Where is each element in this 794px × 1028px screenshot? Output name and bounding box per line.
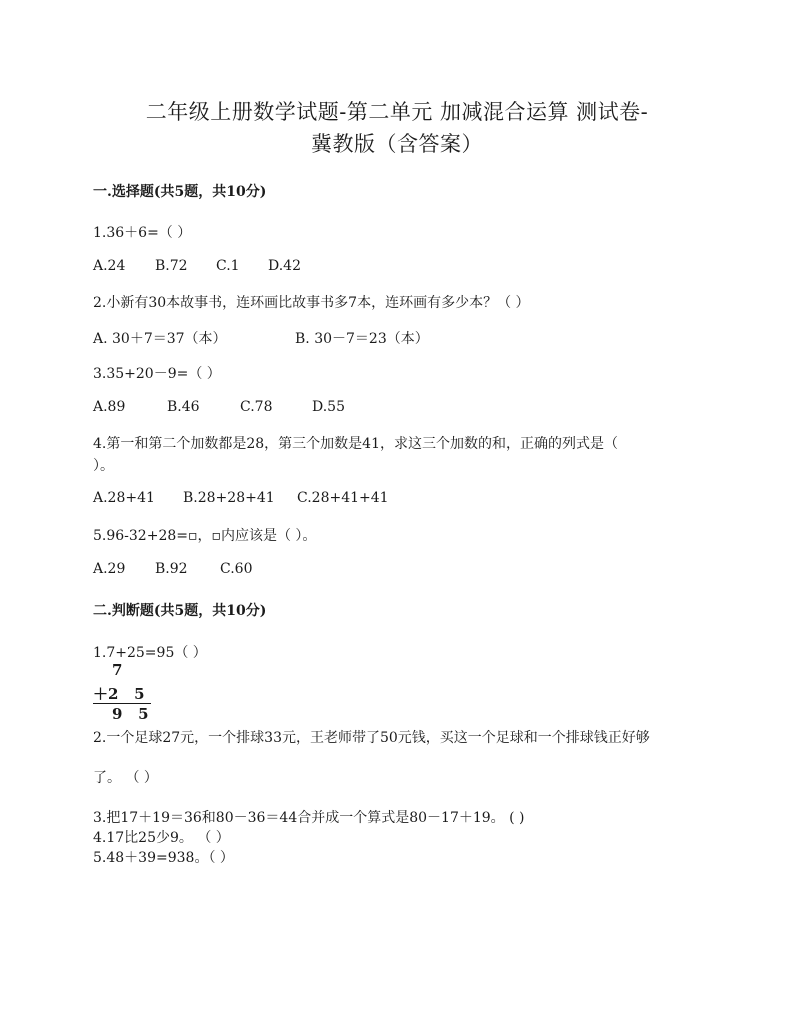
judgement-2-text: 2.一个足球27元，一个排球33元，王老师带了50元钱，买这一个足球和一个排球钱正好够: [93, 730, 650, 746]
page-title-line2: 冀教版（含答案）: [311, 132, 483, 156]
question-3-text: 3.35+20－9=（ ）: [93, 366, 221, 382]
question-2-option-b: B. 30－7＝23（本）: [295, 331, 429, 347]
question-1-text: 1.36＋6=（ ）: [93, 225, 192, 241]
page-title-line1: 二年级上册数学试题-第二单元 加减混合运算 测试卷-: [145, 100, 649, 124]
judgement-4-text: 4.17比25少9。 （ ）: [93, 830, 230, 846]
question-4-option-c: C.28+41+41: [297, 490, 389, 506]
question-5-text: 5.96-32+28=▫，▫内应该是（ ）。: [93, 528, 317, 544]
question-4-text-cont: ）。: [93, 458, 114, 474]
question-3-option-c: C.78: [240, 399, 273, 415]
judgement-3-text: 3.把17＋19＝36和80－36＝44合并成一个算式是80－17＋19。 ( ): [93, 810, 525, 826]
vertical-calc-row1: 7: [112, 661, 123, 679]
question-4-text: 4.第一和第二个加数都是28，第三个加数是41，求这三个加数的和，正确的列式是（: [93, 436, 618, 452]
question-1-option-d: D.42: [268, 258, 301, 274]
question-3-option-a: A.89: [93, 399, 126, 415]
vertical-calc-rule: [93, 703, 151, 704]
section-heading-choice: 一.选择题(共5题，共10分): [93, 184, 267, 200]
question-2-option-a: A. 30＋7＝37（本）: [93, 331, 227, 347]
question-3-option-d: D.55: [312, 399, 345, 415]
vertical-calc-row3: 9 5: [112, 705, 149, 723]
question-1-option-b: B.72: [155, 258, 188, 274]
vertical-calc-row2: ＋2 5: [93, 685, 145, 703]
question-1-option-c: C.1: [216, 258, 240, 274]
judgement-2-text-cont: 了。 （ ）: [93, 770, 158, 786]
question-5-option-c: C.60: [220, 561, 253, 577]
question-1-option-a: A.24: [93, 258, 126, 274]
question-5-option-a: A.29: [93, 561, 126, 577]
question-4-option-b: B.28+28+41: [183, 490, 275, 506]
question-2-text: 2.小新有30本故事书，连环画比故事书多7本，连环画有多少本？（ ）: [93, 295, 530, 311]
question-4-option-a: A.28+41: [93, 490, 155, 506]
judgement-1-text: 1.7+25=95（ ）: [93, 645, 207, 661]
question-5-option-b: B.92: [155, 561, 188, 577]
question-3-option-b: B.46: [167, 399, 200, 415]
judgement-5-text: 5.48＋39=938。（ ）: [93, 850, 234, 866]
section-heading-judgement: 二.判断题(共5题，共10分): [93, 603, 267, 619]
